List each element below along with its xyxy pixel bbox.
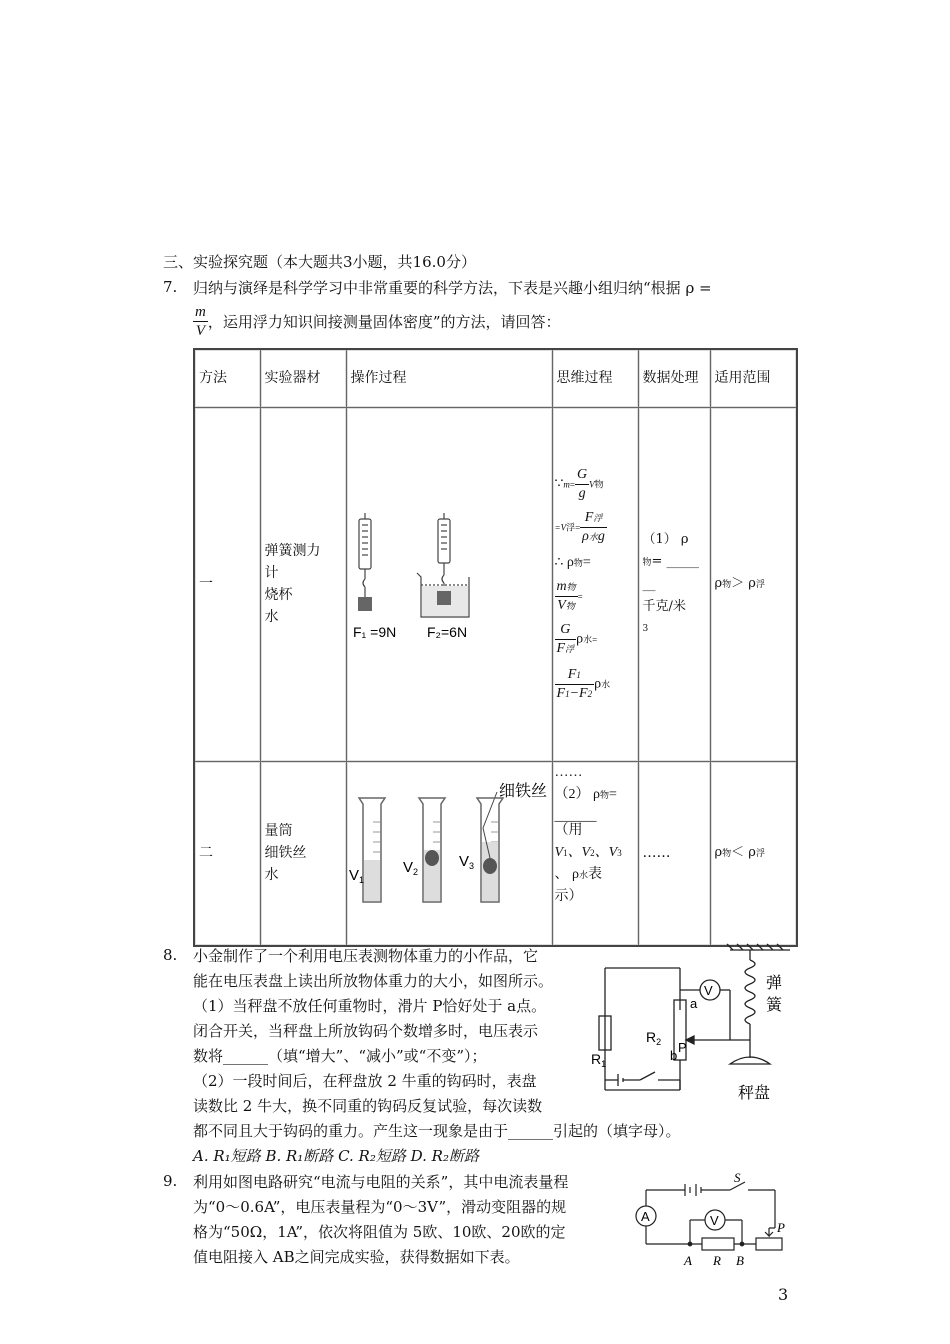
point-a-label: A: [684, 1253, 692, 1268]
subscript: 2: [587, 688, 593, 699]
q7-line2-wrap: [193, 303, 561, 340]
equals-sign: =: [592, 634, 598, 645]
spring-scale-icon: [438, 513, 450, 591]
sample-object: [425, 850, 439, 866]
frac-num: F: [567, 666, 577, 682]
q8-line: 能在电压表盘上读出所放物体重力的大小，如图所示。: [193, 972, 554, 990]
equipment-item: 计: [264, 565, 279, 581]
m-over-v: [555, 578, 578, 615]
row1-method: 一: [194, 407, 260, 761]
scale-pan-label: 秤盘: [738, 1085, 771, 1102]
because-sign: ∵: [554, 476, 564, 492]
q9-line: 值电阻接入 AB之间完成实验，获得数据如下表。: [193, 1248, 520, 1266]
equipment-item: 量筒: [264, 823, 293, 839]
q8-line: （2）一段时间后，在秤盘放 2 牛重的钩码时，表盘: [193, 1072, 537, 1090]
graduated-cylinder-figure: [347, 762, 551, 938]
table-row: [194, 761, 797, 946]
v1-label: $V_1$: [348, 866, 364, 885]
slider-p-label: P: [678, 1040, 687, 1055]
comparison: ＜ ρ: [731, 844, 756, 860]
subscript: 物: [565, 600, 575, 611]
v2-label: $V_2$: [402, 858, 418, 877]
table-row: [194, 407, 797, 761]
equipment-item: 细铁丝: [264, 845, 307, 861]
weight-block: [358, 597, 372, 611]
voltmeter-label: V: [704, 983, 713, 998]
f1-over-f1-minus-f2: [555, 666, 595, 703]
subscript: 物: [722, 579, 732, 590]
subscript: 浮: [755, 579, 765, 590]
data-prefix: （1） ρ: [642, 531, 689, 547]
frac-den: F: [556, 685, 566, 701]
g-over-g: [575, 466, 589, 503]
row1-procedure: [346, 407, 552, 761]
rho-symbol: ρ: [582, 528, 589, 544]
subscript: 物: [642, 557, 652, 568]
q9-circuit-figure: [630, 1170, 790, 1270]
water-fill: [364, 860, 380, 901]
frac-den: F: [579, 685, 588, 701]
g-over-f: [555, 621, 577, 658]
f1-label: F₁ =9N: [352, 623, 396, 640]
q7-number: 7.: [163, 278, 178, 296]
rho-symbol: ρ: [714, 575, 723, 591]
subscript: 物: [722, 848, 732, 859]
frac-num: F: [584, 509, 594, 525]
subscript: 2: [590, 847, 595, 858]
row2-procedure: [346, 761, 552, 946]
rho-prefix: （2） ρ: [554, 786, 600, 802]
q9-number: 9.: [163, 1172, 178, 1190]
q8-line: 小金制作了一个利用电压表测物体重力的小作品，它: [193, 947, 539, 965]
answer-blank-continued: __: [642, 576, 656, 592]
slider-arrow: [765, 1228, 773, 1236]
rho-symbol: 、 ρ: [554, 866, 579, 882]
answer-blank[interactable]: ______: [554, 808, 597, 824]
hint-text: 表: [588, 866, 603, 882]
header-thinking: 思维过程: [552, 349, 638, 407]
page-number: 3: [778, 1285, 789, 1304]
resistor-r: [702, 1238, 734, 1250]
equipment-item: 水: [264, 609, 279, 625]
subscript: 物: [594, 479, 604, 490]
equals-sign: =: [577, 591, 583, 602]
r2-label: $R_2$: [646, 1029, 662, 1047]
volume-symbol: V: [589, 479, 595, 490]
header-data: 数据处理: [638, 349, 710, 407]
row1-range: [710, 407, 797, 761]
spring-coil-icon: [745, 960, 755, 1024]
frac-num: G: [575, 466, 589, 485]
spring-scale-figure: [347, 511, 547, 651]
q8-line: 都不同且大于钩码的重力。产生这一现象是由于______引起的（填字母）。: [193, 1122, 681, 1140]
hint-text: （用: [554, 822, 583, 838]
section-heading: 三、实验探究题（本大题共3小题，共16.0分）: [163, 253, 476, 271]
q9-line: 利用如图电路研究“电流与电阻的关系”，其中电流表量程: [193, 1173, 569, 1191]
therefore-rho: ∴ ρ: [554, 554, 574, 570]
equals-sign: =: [582, 554, 591, 570]
subscript: 浮: [566, 522, 576, 533]
point-b-label: b: [670, 1048, 678, 1063]
q9-line: 为“0～0.6A”，电压表量程为“0～3V”，滑动变阻器的规: [193, 1198, 567, 1216]
subscript: 浮: [755, 848, 765, 859]
equals-sign: =: [569, 479, 575, 490]
comparison: ＞ ρ: [731, 575, 756, 591]
wire-label: 细铁丝: [498, 782, 547, 800]
row1-data: [638, 407, 710, 761]
spring-label: 簧: [766, 997, 783, 1014]
subscript: 3: [617, 847, 622, 858]
frac-den: V: [557, 597, 566, 613]
rho-symbol: ρ: [594, 676, 602, 692]
answer-blank[interactable]: _____: [666, 553, 700, 569]
q8-line: 闭合开关，当秤盘上所放钩码个数增多时，电压表示: [193, 1022, 539, 1040]
r1-label: $R_1$: [591, 1051, 607, 1069]
mass-symbol: m: [563, 479, 570, 490]
frac-den: g: [578, 485, 586, 501]
var-symbol: 、V: [567, 844, 591, 860]
fraction-denominator: V: [195, 323, 205, 339]
frac-num: m: [556, 578, 567, 594]
f2-label: F₂=6N: [426, 623, 467, 640]
spring-label: 弹: [766, 975, 783, 992]
subscript: 水: [588, 531, 598, 542]
rho-symbol: ρ: [576, 631, 584, 647]
weight-block: [437, 591, 451, 605]
voltmeter-label: V: [710, 1213, 719, 1228]
ellipsis: ……: [554, 764, 583, 780]
row2-range: [710, 761, 797, 946]
row2-thinking: [552, 761, 638, 946]
equipment-item: 弹簧测力: [264, 543, 321, 559]
frac-num: G: [555, 621, 577, 640]
slider-p-label: P: [777, 1220, 785, 1235]
subscript: 1: [576, 669, 581, 680]
slider-arrow: [686, 1036, 694, 1044]
q8-circuit-figure: [590, 940, 800, 1110]
row1-thinking: ∵m= $\frac{G}{g}$ V物 =V浮= $\frac{\text{F浮}}{\text{ρ水g}}$ ∴ ρ物= $\frac{\text{m物}}{\text{V物}}$ = $\frac{G}{\text{F浮}}$ ρ水= $\frac{F1}{F1-F2}$ ρ水: [552, 407, 638, 761]
header-procedure: 操作过程: [346, 349, 552, 407]
subscript: 1: [563, 847, 568, 858]
subscript: 物: [566, 581, 576, 592]
point-b-label: B: [736, 1253, 744, 1268]
subscript: 水: [583, 634, 593, 645]
hint-text: 示）: [554, 888, 583, 904]
rho-symbol: ρ: [714, 844, 723, 860]
v3-label: $V_3$: [458, 852, 474, 871]
q8-options: A. R₁短路 B. R₁断路 C. R₂短路 D. R₂断路: [193, 1147, 479, 1165]
subscript: 浮: [593, 512, 603, 523]
resistor-label: R: [713, 1253, 721, 1268]
ammeter-label: A: [641, 1209, 650, 1224]
row2-equipment: [260, 761, 346, 946]
var-symbol: V: [554, 844, 564, 860]
unit-label: 千克/米: [642, 598, 686, 614]
row2-method: 二: [194, 761, 260, 946]
point-a-label: a: [690, 996, 698, 1011]
method-table: [193, 348, 798, 947]
header-method: 方法: [194, 349, 260, 407]
var-symbol: 、V: [594, 844, 618, 860]
subscript: 物: [573, 557, 583, 568]
rheostat: [756, 1238, 782, 1250]
subscript: 水: [579, 869, 589, 880]
row2-data: ……: [638, 761, 710, 946]
g-symbol: g: [597, 528, 605, 544]
equals-sign: =: [651, 553, 667, 569]
f-over-rho-g: [580, 509, 607, 546]
equipment-item: 水: [264, 867, 279, 883]
header-equipment: 实验器材: [260, 349, 346, 407]
subscript: 物: [600, 789, 610, 800]
table-header-row: [194, 349, 797, 407]
subscript: 1: [565, 688, 570, 699]
equals-sign: =: [609, 786, 617, 802]
q8-number: 8.: [163, 946, 178, 964]
unit-superscript: 3: [642, 623, 649, 634]
subscript: 浮: [565, 643, 575, 654]
frac-den: F: [556, 640, 566, 656]
fraction-numerator: m: [195, 304, 206, 320]
q8-line: 数将______（填“增大”、“减小”或“不变”）；: [193, 1047, 487, 1065]
q7-line1: 归纳与演绎是科学学习中非常重要的科学方法，下表是兴趣小组归纳“根据 ρ =: [193, 279, 712, 297]
spring-scale-icon: [359, 513, 371, 597]
row1-equipment: [260, 407, 346, 761]
minus-sign: −: [569, 685, 580, 701]
volume-float: =V: [554, 522, 567, 533]
header-range: 适用范围: [710, 349, 797, 407]
switch-icon: [640, 1072, 655, 1080]
q8-line: （1）当秤盘不放任何重物时，滑片 P恰好处于 a点。: [193, 997, 547, 1015]
sample-object: [483, 858, 497, 874]
q8-line: 读数比 2 牛大，换不同重的钩码反复试验，每次读数: [193, 1097, 543, 1115]
q9-line: 格为“50Ω，1A”，依次将阻值为 5欧、10欧、20欧的定: [193, 1223, 566, 1241]
subscript: 水: [601, 679, 611, 690]
switch-label: S: [734, 1170, 741, 1185]
q7-line2: ，运用浮力知识间接测量固体密度”的方法，请回答：: [207, 313, 561, 331]
density-fraction: [193, 303, 208, 340]
scale-pan-icon: [730, 1057, 770, 1064]
equipment-item: 烧杯: [264, 587, 293, 603]
